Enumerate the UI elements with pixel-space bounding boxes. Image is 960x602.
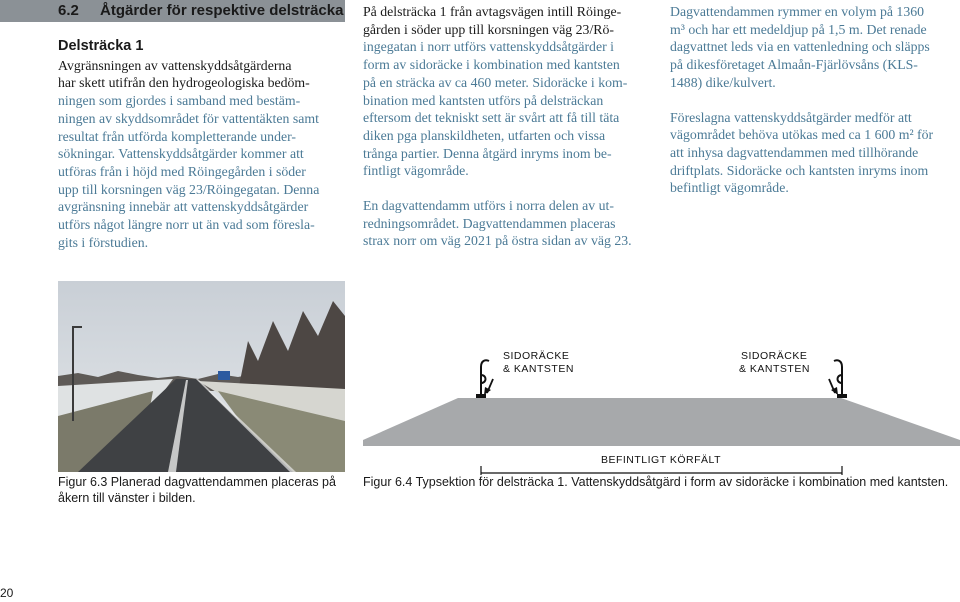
road-photo (58, 281, 345, 472)
text-line: att inhysa dagvattendammen med tillhörande (670, 144, 919, 160)
text-line: diken pga planskildheten, utfarten och vissa (363, 127, 606, 143)
text-line: trånga partier. Denna åtgärd inryms inom be- (363, 145, 612, 161)
paragraph-gap (670, 92, 960, 109)
paragraph-gap (363, 180, 653, 197)
text-line: sökningar. Vattenskyddsåtgärder kommer att (58, 146, 304, 162)
text-line: utförs något längre norr ut än vad som föresla- (58, 217, 315, 233)
lamp-post (72, 326, 74, 421)
text-line: ningen av skyddsområdet för vattentäkten samt (58, 110, 319, 126)
caption-figure-6-4: Figur 6.4 Typsektion för delsträcka 1. Vattenskyddsåtgärd i form av sidoräcke i kombination med kantsten. (363, 475, 949, 489)
text-line: resultat från utförda kompletterande under- (58, 128, 297, 144)
text-line: m³ och har ett medeldjup på 1,5 m. Det renade (670, 21, 927, 37)
label-guardrail-right-1: SIDORÄCKE (741, 350, 808, 362)
label-guardrail-left-1: SIDORÄCKE (503, 350, 570, 362)
subheading-delstracka-1: Delsträcka 1 (58, 38, 144, 54)
section-svg (363, 335, 960, 475)
label-guardrail-right-2: & KANTSTEN (739, 363, 810, 375)
section-heading (58, 2, 343, 19)
text-line: har skett utifrån den hydrogeologiska bedöm- (58, 75, 310, 91)
section-number: 6.2 (58, 2, 79, 19)
lamp-arm (72, 326, 82, 328)
text-line: 1488) dike/kulvert. (670, 74, 776, 90)
text-line: En dagvattendamm utförs i norra delen av ut- (363, 198, 614, 214)
text-column-2 (363, 3, 653, 250)
text-line: fintligt vägområde. (363, 163, 469, 179)
text-line: avgränsning innebär att vattenskyddsåtgärder (58, 199, 309, 215)
text-line: gården i söder upp till korsningen väg 23/Rö- (363, 21, 614, 37)
text-line: driftplats. Sidoräcke och kantsten inryms inom (670, 162, 929, 178)
text-line: ningen som gjordes i samband med bestäm- (58, 93, 301, 109)
text-line: upp till korsningen väg 23/Röingegatan. Denna (58, 181, 320, 197)
arrow-right-icon (829, 379, 838, 395)
text-line: På delsträcka 1 från avtagsvägen intill Röinge- (363, 4, 622, 19)
text-line: Föreslagna vattenskyddsåtgärder medför att (670, 109, 912, 125)
caption-figure-6-3: Figur 6.3 Planerad dagvattendammen placeras på åkern till vänster i bilden. (58, 475, 336, 505)
text-line: på en sträcka av ca 460 meter. Sidoräcke i kom- (363, 74, 628, 90)
page-number: 20 (0, 586, 14, 600)
text-line: vägområdet behöva utökas med ca 1 600 m² för (670, 127, 934, 143)
text-column-1 (58, 38, 346, 251)
text-line: utföras från i höjd med Röingegården i söder (58, 163, 306, 179)
road-body (363, 398, 960, 446)
text-line: på dikesföretaget Almaån-Fjärlövsåns (KLS- (670, 57, 918, 73)
text-line: redningsområdet. Dagvattendammen placeras (363, 215, 616, 231)
text-line: strax norr om väg 2021 på östra sidan av väg 23. (363, 233, 632, 249)
text-line: form av sidoräcke i kombination med kantsten (363, 57, 620, 73)
text-line: befintligt vägområde. (670, 180, 789, 196)
text-line: bination med kantsten utförs på delsträckan (363, 92, 604, 108)
text-line: eftersom det tekniskt sett är svårt att få till täta (363, 110, 620, 126)
section-title: Åtgärder för respektive delsträcka (100, 2, 344, 19)
text-line: gits i förstudien. (58, 234, 149, 250)
road-photo-illustration (58, 281, 345, 472)
col1-paragraph (58, 57, 346, 252)
text-line: Dagvattendammen rymmer en volym på 1360 (670, 4, 925, 19)
road-sign (218, 371, 230, 380)
label-guardrail-left-2: & KANTSTEN (503, 363, 574, 375)
text-line: Avgränsningen av vattenskyddsåtgärderna (58, 57, 292, 73)
text-line: ingegatan i norr utförs vattenskyddsåtgärder i (363, 39, 614, 55)
label-existing-lane: BEFINTLIGT KÖRFÄLT (600, 454, 722, 466)
typical-section-drawing (363, 335, 960, 475)
text-column-3 (670, 3, 960, 197)
text-line: dagvattnet leds via en vattenledning och släpps (670, 39, 930, 55)
